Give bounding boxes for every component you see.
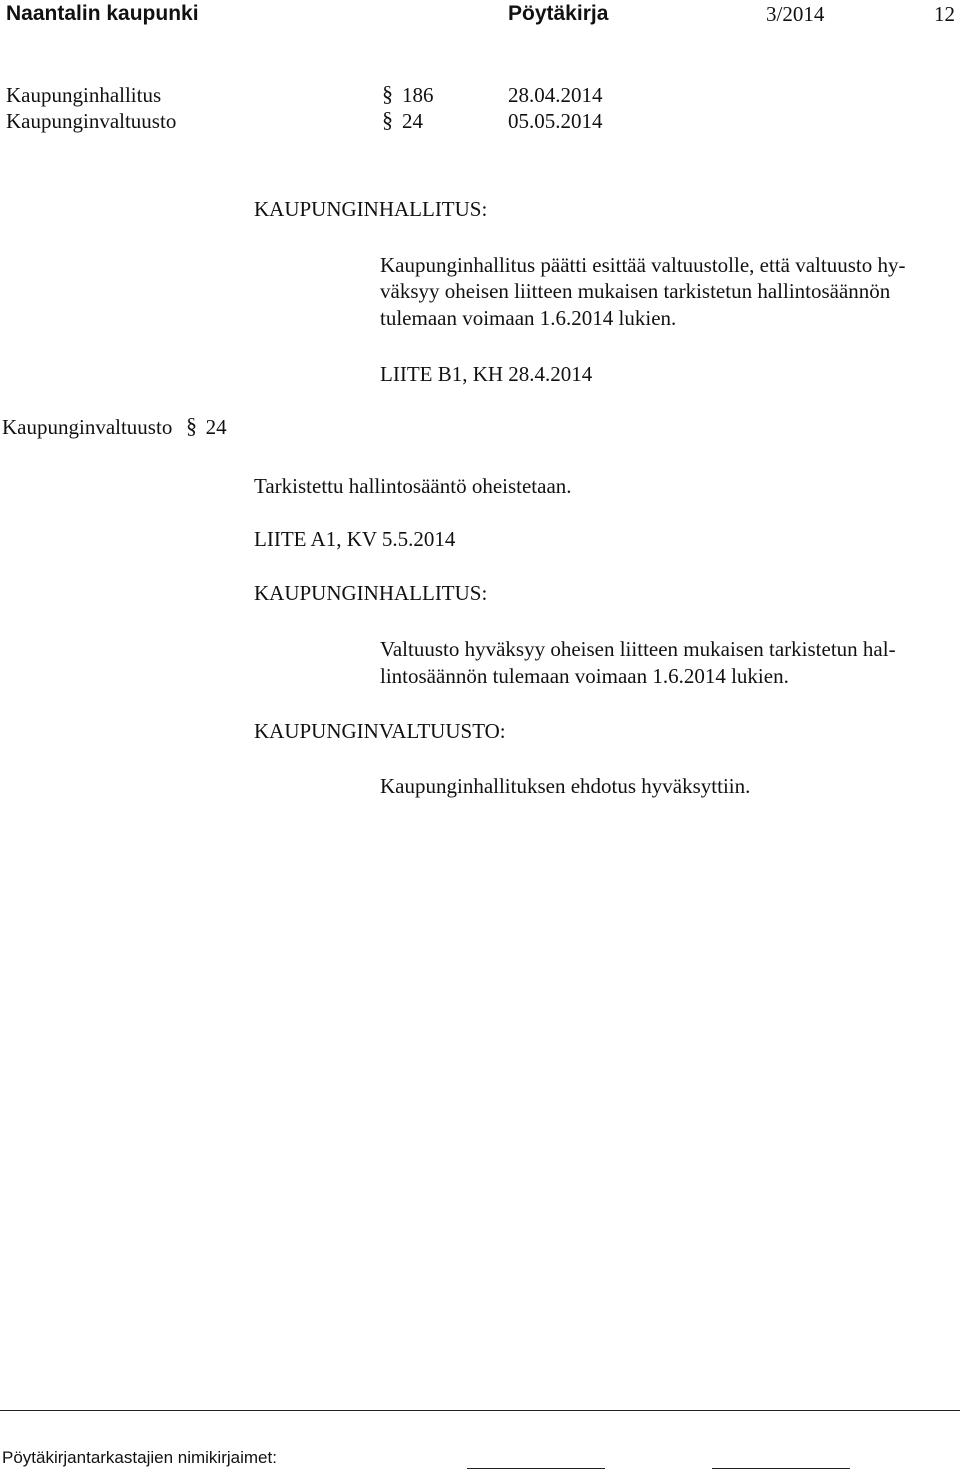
signature-line-2 [712,1468,850,1469]
document-type: Pöytäkirja [508,2,609,25]
ref-section-number: 24 [402,109,423,133]
section-sign-icon [380,109,396,131]
kv-section-label [2,413,227,441]
kh-heading: KAUPUNGINHALLITUS: [254,197,488,221]
kv2-decision: Kaupunginhallituksen ehdotus hyväksyttiin. [380,774,751,798]
footer-rule [0,1410,960,1411]
ref-section-number: 186 [402,83,434,107]
signature-line-1 [467,1468,605,1469]
footer-label: Pöytäkirjantarkastajien nimikirjaimet: [2,1448,277,1467]
kh2-proposal-line-2: lintosäännön tulemaan voimaan 1.6.2014 lukien. [380,664,789,688]
kh-proposal-line-3: tulemaan voimaan 1.6.2014 lukien. [380,306,677,330]
org-name: Naantalin kaupunki [6,2,199,25]
section-sign-icon [184,415,200,437]
ref-section-kh [380,81,434,109]
kv-section-number: 24 [205,415,227,439]
ref-section-kv [380,107,423,135]
ref-body-kh: Kaupunginhallitus [6,83,162,107]
kh2-proposal-line-1: Valtuusto hyväksyy oheisen liitteen mukaisen tarkistetun hal- [380,637,896,661]
ref-date-kh: 28.04.2014 [508,83,603,107]
kh-attachment: LIITE B1, KH 28.4.2014 [380,362,593,386]
page-number: 12 [934,2,955,26]
kh-proposal-line-1: Kaupunginhallitus päätti esittää valtuustolle, että valtuusto hy- [380,253,906,277]
section-sign-icon [380,83,396,105]
document-number: 3/2014 [766,2,825,26]
kv2-heading: KAUPUNGINVALTUUSTO: [254,719,506,743]
kv-attachment: LIITE A1, KV 5.5.2014 [254,527,456,551]
svg-text:§: § [382,83,393,105]
ref-date-kv: 05.05.2014 [508,109,603,133]
kv-text: Tarkistettu hallintosääntö oheistetaan. [254,474,572,498]
svg-text:§: § [185,415,197,437]
kh-proposal-line-2: väksyy oheisen liitteen mukaisen tarkistetun hallintosäännön [380,279,891,303]
kh2-heading: KAUPUNGINHALLITUS: [254,581,488,605]
kv-section-body: Kaupunginvaltuusto [2,415,173,439]
svg-text:§: § [382,109,393,131]
ref-body-kv: Kaupunginvaltuusto [6,109,177,133]
